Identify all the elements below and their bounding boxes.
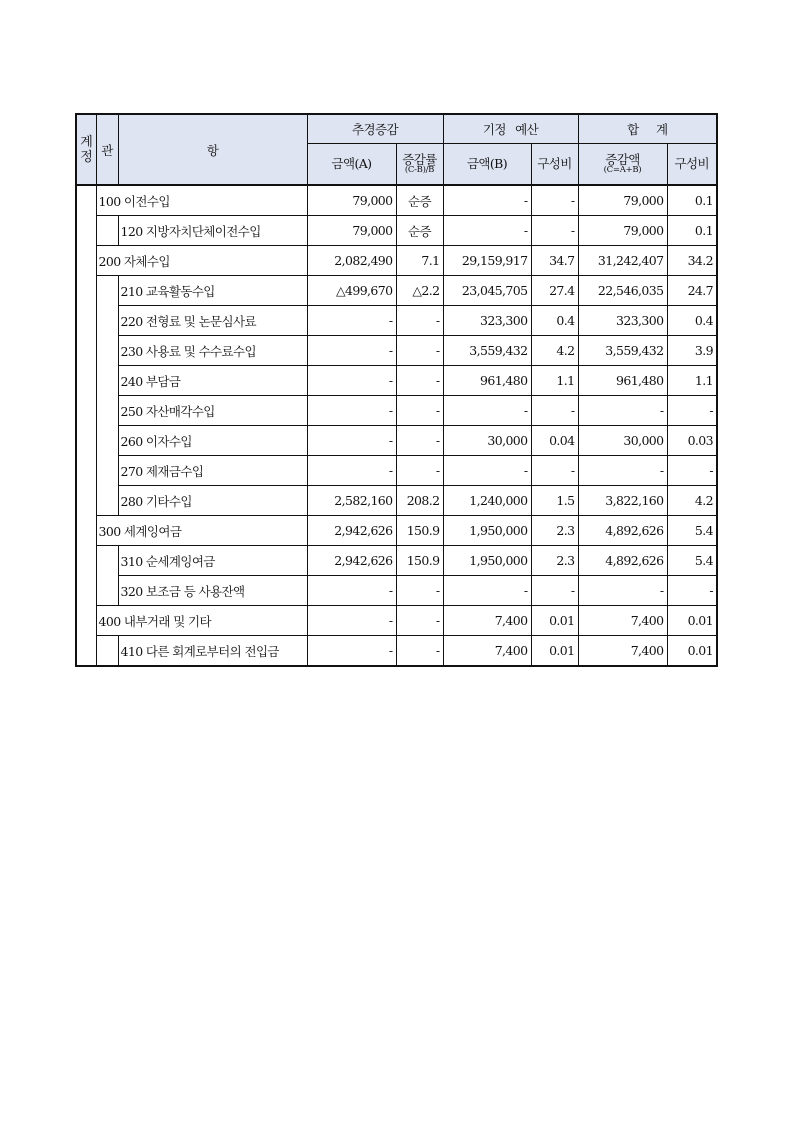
ratio-b-cell: 1.5: [531, 486, 578, 516]
amount-b-cell: 1,950,000: [443, 546, 531, 576]
gyejeong-cell: [76, 276, 96, 306]
table-row-gwan: [76, 516, 717, 546]
table-row-gwan: [76, 185, 717, 216]
gyejeong-cell: [76, 576, 96, 606]
table-row-hang: [76, 636, 717, 667]
rate-cell: 208.2: [396, 486, 443, 516]
ratio-b-cell: 0.04: [531, 426, 578, 456]
amount-b-cell: 3,559,432: [443, 336, 531, 366]
hang-label: 320 보조금 등 사용잔액: [118, 576, 307, 606]
ratio-b-cell: 2.3: [531, 546, 578, 576]
amount-b-cell: 1,950,000: [443, 516, 531, 546]
ratio-total-cell: -: [667, 396, 717, 426]
change-amount-cell: 3,559,432: [578, 336, 667, 366]
amount-b-cell: -: [443, 396, 531, 426]
change-amount-cell: -: [578, 396, 667, 426]
header-group-change: 추경증감: [307, 114, 443, 144]
table-row-hang: [76, 396, 717, 426]
gwan-label: 400 내부거래 및 기타: [96, 606, 307, 636]
ratio-total-cell: 0.1: [667, 185, 717, 216]
table-row-hang: [76, 426, 717, 456]
amount-a-cell: -: [307, 636, 396, 667]
rate-cell: -: [396, 336, 443, 366]
table-row-gwan: [76, 246, 717, 276]
amount-b-cell: -: [443, 576, 531, 606]
header-group-prior: 기정 예산: [443, 114, 578, 144]
ratio-total-cell: 5.4: [667, 546, 717, 576]
hang-label: 280 기타수입: [118, 486, 307, 516]
ratio-b-cell: 4.2: [531, 336, 578, 366]
ratio-b-cell: -: [531, 216, 578, 246]
amount-a-cell: -: [307, 396, 396, 426]
amount-b-cell: 7,400: [443, 636, 531, 667]
ratio-b-cell: 1.1: [531, 366, 578, 396]
rate-cell: 순증: [396, 216, 443, 246]
rate-cell: -: [396, 606, 443, 636]
amount-b-cell: 23,045,705: [443, 276, 531, 306]
ratio-b-cell: -: [531, 185, 578, 216]
change-amount-cell: 7,400: [578, 606, 667, 636]
rate-cell: △2.2: [396, 276, 443, 306]
gyejeong-cell: [76, 246, 96, 276]
ratio-b-cell: -: [531, 576, 578, 606]
ratio-b-cell: 2.3: [531, 516, 578, 546]
header-gwan: 관: [96, 114, 118, 185]
hang-label: 120 지방자치단체이전수입: [118, 216, 307, 246]
hang-label: 220 전형료 및 논문심사료: [118, 306, 307, 336]
rate-cell: -: [396, 456, 443, 486]
change-amount-cell: 30,000: [578, 426, 667, 456]
table-row-hang: [76, 576, 717, 606]
rate-cell: -: [396, 306, 443, 336]
amount-a-cell: -: [307, 456, 396, 486]
amount-a-cell: 2,582,160: [307, 486, 396, 516]
header-rate-formula: (C-B)/B: [404, 165, 435, 176]
change-amount-cell: 4,892,626: [578, 516, 667, 546]
amount-a-cell: 79,000: [307, 216, 396, 246]
gwan-indent-cell: [96, 636, 118, 667]
gwan-indent-cell: [96, 426, 118, 456]
change-amount-cell: 7,400: [578, 636, 667, 667]
ratio-total-cell: 0.01: [667, 636, 717, 667]
change-amount-cell: 323,300: [578, 306, 667, 336]
change-amount-cell: 22,546,035: [578, 276, 667, 306]
amount-a-cell: -: [307, 576, 396, 606]
table-row-hang: [76, 306, 717, 336]
gwan-label: 200 자체수입: [96, 246, 307, 276]
amount-b-cell: -: [443, 216, 531, 246]
amount-a-cell: -: [307, 306, 396, 336]
amount-b-cell: 30,000: [443, 426, 531, 456]
ratio-total-cell: 0.01: [667, 606, 717, 636]
amount-b-cell: 7,400: [443, 606, 531, 636]
rate-cell: -: [396, 636, 443, 667]
hang-label: 270 제재금수입: [118, 456, 307, 486]
table-row-hang: [76, 456, 717, 486]
hang-label: 410 다른 회계로부터의 전입금: [118, 636, 307, 667]
rate-cell: 순증: [396, 185, 443, 216]
header-gyejeong: 계정: [76, 114, 96, 185]
rate-cell: 150.9: [396, 516, 443, 546]
gwan-label: 100 이전수입: [96, 185, 307, 216]
gyejeong-cell: [76, 306, 96, 336]
change-amount-cell: -: [578, 456, 667, 486]
change-amount-cell: 3,822,160: [578, 486, 667, 516]
header-ratio-total: 구성비: [667, 144, 717, 186]
rate-cell: 7.1: [396, 246, 443, 276]
amount-a-cell: 79,000: [307, 185, 396, 216]
table-row-hang: [76, 486, 717, 516]
rate-cell: -: [396, 576, 443, 606]
amount-b-cell: 323,300: [443, 306, 531, 336]
hang-label: 210 교육활동수입: [118, 276, 307, 306]
ratio-total-cell: 3.9: [667, 336, 717, 366]
header-amount-a: 금액(A): [307, 144, 396, 186]
gyejeong-cell: [76, 456, 96, 486]
gwan-label: 300 세계잉여금: [96, 516, 307, 546]
ratio-total-cell: -: [667, 576, 717, 606]
ratio-b-cell: 0.01: [531, 636, 578, 667]
ratio-total-cell: 1.1: [667, 366, 717, 396]
header-amount-b: 금액(B): [443, 144, 531, 186]
hang-label: 250 자산매각수입: [118, 396, 307, 426]
rate-cell: -: [396, 366, 443, 396]
hang-label: 240 부담금: [118, 366, 307, 396]
gyejeong-cell: [76, 185, 96, 216]
change-amount-cell: -: [578, 576, 667, 606]
amount-a-cell: 2,082,490: [307, 246, 396, 276]
table-row-hang: [76, 216, 717, 246]
ratio-total-cell: 24.7: [667, 276, 717, 306]
ratio-b-cell: 0.01: [531, 606, 578, 636]
gwan-indent-cell: [96, 306, 118, 336]
amount-a-cell: 2,942,626: [307, 516, 396, 546]
amount-b-cell: -: [443, 185, 531, 216]
change-amount-cell: 961,480: [578, 366, 667, 396]
amount-a-cell: △499,670: [307, 276, 396, 306]
ratio-total-cell: 0.4: [667, 306, 717, 336]
ratio-total-cell: 0.1: [667, 216, 717, 246]
ratio-total-cell: -: [667, 456, 717, 486]
gyejeong-cell: [76, 606, 96, 636]
gyejeong-cell: [76, 336, 96, 366]
ratio-b-cell: -: [531, 456, 578, 486]
change-amount-cell: 4,892,626: [578, 546, 667, 576]
gwan-indent-cell: [96, 336, 118, 366]
gyejeong-cell: [76, 546, 96, 576]
ratio-b-cell: 34.7: [531, 246, 578, 276]
amount-b-cell: 29,159,917: [443, 246, 531, 276]
rate-cell: -: [396, 426, 443, 456]
hang-label: 260 이자수입: [118, 426, 307, 456]
ratio-b-cell: 27.4: [531, 276, 578, 306]
budget-table-container: [75, 113, 716, 667]
table-row-hang: [76, 336, 717, 366]
change-amount-cell: 79,000: [578, 216, 667, 246]
gyejeong-cell: [76, 216, 96, 246]
gwan-indent-cell: [96, 576, 118, 606]
table-body: [76, 185, 717, 666]
ratio-total-cell: 0.03: [667, 426, 717, 456]
header-group-total: 합 계: [578, 114, 717, 144]
gwan-indent-cell: [96, 486, 118, 516]
gwan-indent-cell: [96, 276, 118, 306]
gyejeong-cell: [76, 366, 96, 396]
gyejeong-cell: [76, 516, 96, 546]
amount-a-cell: -: [307, 336, 396, 366]
table-row-gwan: [76, 606, 717, 636]
header-hang: 항: [118, 114, 307, 185]
amount-b-cell: -: [443, 456, 531, 486]
hang-label: 230 사용료 및 수수료수입: [118, 336, 307, 366]
gwan-indent-cell: [96, 546, 118, 576]
header-ratio-b: 구성비: [531, 144, 578, 186]
ratio-total-cell: 5.4: [667, 516, 717, 546]
header-rate-label: 증감률: [402, 151, 437, 167]
amount-b-cell: 961,480: [443, 366, 531, 396]
gyejeong-cell: [76, 396, 96, 426]
amount-a-cell: -: [307, 366, 396, 396]
ratio-total-cell: 34.2: [667, 246, 717, 276]
amount-b-cell: 1,240,000: [443, 486, 531, 516]
rate-cell: -: [396, 396, 443, 426]
amount-a-cell: -: [307, 606, 396, 636]
rate-cell: 150.9: [396, 546, 443, 576]
gwan-indent-cell: [96, 366, 118, 396]
budget-table: [75, 113, 718, 667]
gwan-indent-cell: [96, 456, 118, 486]
hang-label: 310 순세계잉여금: [118, 546, 307, 576]
table-row-hang: [76, 366, 717, 396]
table-header: [76, 114, 717, 185]
gyejeong-cell: [76, 636, 96, 667]
header-change-amount: [578, 144, 667, 186]
gwan-indent-cell: [96, 216, 118, 246]
table-row-hang: [76, 546, 717, 576]
gwan-indent-cell: [96, 396, 118, 426]
ratio-total-cell: 4.2: [667, 486, 717, 516]
header-change-formula: (C=A+B): [603, 165, 642, 176]
change-amount-cell: 79,000: [578, 185, 667, 216]
gyejeong-cell: [76, 486, 96, 516]
ratio-b-cell: -: [531, 396, 578, 426]
amount-a-cell: -: [307, 426, 396, 456]
header-rate: [396, 144, 443, 186]
change-amount-cell: 31,242,407: [578, 246, 667, 276]
ratio-b-cell: 0.4: [531, 306, 578, 336]
amount-a-cell: 2,942,626: [307, 546, 396, 576]
table-row-hang: [76, 276, 717, 306]
header-change-label: 증감액: [605, 151, 640, 167]
gyejeong-cell: [76, 426, 96, 456]
